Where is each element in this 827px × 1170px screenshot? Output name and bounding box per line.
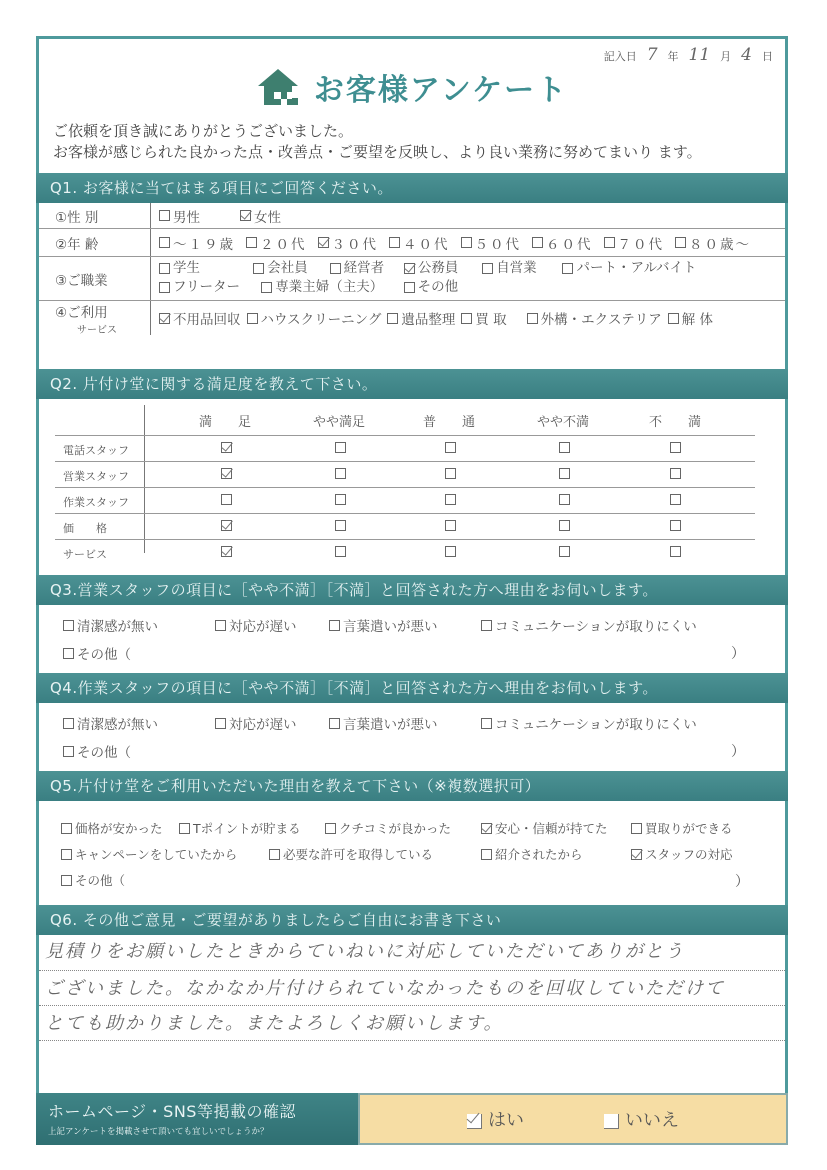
checkbox[interactable] bbox=[481, 718, 492, 729]
q3-option-slow[interactable]: 対応が遅い bbox=[215, 615, 329, 635]
q1-row-age bbox=[39, 229, 785, 257]
checkbox[interactable] bbox=[335, 468, 346, 479]
q5-header: Q5.片付け堂をご利用いただいた理由を教えて下さい（※複数選択可） bbox=[36, 771, 788, 801]
checkbox[interactable] bbox=[559, 546, 570, 557]
option-age-30s[interactable]: ３０代 bbox=[318, 233, 379, 253]
checkbox[interactable] bbox=[445, 468, 456, 479]
checkbox[interactable] bbox=[670, 442, 681, 453]
q1-label: ①性 別 bbox=[39, 203, 151, 228]
checkbox[interactable] bbox=[335, 546, 346, 557]
checkbox[interactable] bbox=[532, 237, 543, 248]
house-logo-icon bbox=[256, 68, 300, 106]
checkbox[interactable] bbox=[215, 718, 226, 729]
q2-row-service bbox=[55, 539, 755, 565]
checkbox[interactable] bbox=[329, 620, 340, 631]
checkbox[interactable] bbox=[159, 237, 170, 248]
date-month[interactable]: 11 bbox=[688, 45, 711, 65]
title-row bbox=[39, 65, 785, 109]
option-male[interactable]: 男性 bbox=[159, 206, 200, 226]
q3-option-rude[interactable]: 言葉遣いが悪い bbox=[329, 615, 481, 635]
checkbox[interactable] bbox=[61, 849, 72, 860]
comment-line-3[interactable]: とても助かりました。またよろしくお願いします。 bbox=[39, 1006, 785, 1041]
q1-header: Q1. お客様に当てはまる項目にご回答ください。 bbox=[36, 173, 788, 203]
comment-line-4[interactable] bbox=[39, 1041, 785, 1091]
checkbox[interactable] bbox=[159, 210, 170, 221]
checkbox[interactable] bbox=[445, 442, 456, 453]
checkbox[interactable] bbox=[61, 823, 72, 834]
consent-label-block bbox=[36, 1093, 358, 1145]
checkbox[interactable] bbox=[527, 313, 538, 324]
year-unit: 年 bbox=[667, 50, 679, 63]
q4-options bbox=[63, 713, 697, 733]
q1-label bbox=[39, 301, 151, 335]
q5-option-staff[interactable]: スタッフの対応 bbox=[631, 845, 733, 863]
q5-option-campaign[interactable]: キャンペーンをしていたから bbox=[61, 845, 269, 863]
q1-panel bbox=[39, 203, 785, 335]
day-unit: 日 bbox=[762, 50, 773, 63]
checkbox-checked[interactable] bbox=[221, 546, 232, 557]
q1-label-text: ④ご利用 bbox=[55, 304, 108, 321]
option-female[interactable]: 女性 bbox=[240, 206, 281, 226]
checkbox[interactable] bbox=[335, 520, 346, 531]
checkbox[interactable] bbox=[670, 546, 681, 557]
q3-option-uncleanliness[interactable]: 清潔感が無い bbox=[63, 615, 215, 635]
col-dissatisfied: 不 満 bbox=[648, 415, 701, 430]
checkbox[interactable] bbox=[179, 823, 190, 834]
checkbox[interactable] bbox=[668, 313, 679, 324]
comment-line-2[interactable]: ございました。なかなか片付けられていなかったものを回収していただけて bbox=[39, 971, 785, 1006]
intro-line-1: ご依頼を頂き誠にありがとうございました。 bbox=[53, 122, 354, 140]
option-freeter[interactable]: フリーター bbox=[159, 279, 257, 296]
q2-row-phone-staff bbox=[55, 435, 755, 461]
col-satisfied: 満 足 bbox=[198, 415, 251, 430]
checkbox[interactable] bbox=[389, 237, 400, 248]
q1-row-occupation bbox=[39, 257, 785, 301]
q2-row-sales-staff bbox=[55, 461, 755, 487]
checkbox[interactable] bbox=[404, 282, 415, 293]
checkbox[interactable] bbox=[387, 313, 398, 324]
paren-close: ） bbox=[731, 646, 745, 662]
checkbox-checked[interactable] bbox=[467, 1114, 482, 1129]
checkbox[interactable] bbox=[559, 468, 570, 479]
option-age-70s[interactable]: ７０代 bbox=[604, 233, 665, 253]
checkbox[interactable] bbox=[604, 237, 615, 248]
option-age-19[interactable]: ～１９歳 bbox=[159, 233, 235, 253]
checkbox[interactable] bbox=[159, 282, 170, 293]
entry-date bbox=[604, 45, 773, 65]
intro-text bbox=[53, 121, 702, 163]
checkbox[interactable] bbox=[481, 849, 492, 860]
checkbox[interactable] bbox=[445, 494, 456, 505]
option-demolition[interactable]: 解 体 bbox=[668, 308, 713, 328]
checkbox[interactable] bbox=[63, 746, 74, 757]
row-label: サービス bbox=[63, 548, 107, 561]
option-employee[interactable]: 会社員 bbox=[253, 260, 325, 277]
q4-option-rude[interactable]: 言葉遣いが悪い bbox=[329, 713, 481, 733]
checkbox[interactable] bbox=[559, 442, 570, 453]
row-label: 作業スタッフ bbox=[63, 496, 129, 509]
month-unit: 月 bbox=[720, 50, 732, 63]
checkbox[interactable] bbox=[445, 520, 456, 531]
option-age-50s[interactable]: ５０代 bbox=[461, 233, 522, 253]
paren-close: ） bbox=[731, 744, 745, 760]
checkbox[interactable] bbox=[559, 520, 570, 531]
q5-other[interactable]: その他（ bbox=[61, 871, 125, 889]
option-age-40s[interactable]: ４０代 bbox=[389, 233, 450, 253]
q1-sublabel: サービス bbox=[77, 324, 117, 336]
q5-row-2 bbox=[61, 845, 733, 863]
checkbox[interactable] bbox=[670, 520, 681, 531]
checkbox[interactable] bbox=[670, 468, 681, 479]
date-label: 記入日 bbox=[603, 50, 637, 63]
q1-row-service bbox=[39, 301, 785, 335]
checkbox[interactable] bbox=[329, 718, 340, 729]
checkbox[interactable] bbox=[325, 823, 336, 834]
option-junk-removal[interactable]: 不用品回収 bbox=[159, 308, 241, 328]
q5-panel bbox=[39, 801, 785, 897]
checkbox[interactable] bbox=[253, 263, 264, 274]
q5-option-buyback[interactable]: 買取りができる bbox=[631, 819, 733, 837]
checkbox-checked[interactable] bbox=[240, 210, 251, 221]
q3-panel bbox=[39, 605, 785, 669]
checkbox[interactable] bbox=[63, 718, 74, 729]
checkbox[interactable] bbox=[482, 263, 493, 274]
survey-sheet bbox=[36, 36, 788, 1142]
checkbox[interactable] bbox=[461, 237, 472, 248]
option-exterior[interactable]: 外構・エクステリア bbox=[527, 308, 662, 328]
checkbox[interactable] bbox=[269, 849, 280, 860]
checkbox[interactable] bbox=[604, 1114, 619, 1129]
q4-panel bbox=[39, 703, 785, 767]
q1-label: ③ご職業 bbox=[39, 257, 151, 300]
checkbox-checked[interactable] bbox=[221, 442, 232, 453]
q3-options bbox=[63, 615, 697, 635]
checkbox[interactable] bbox=[335, 442, 346, 453]
option-age-60s[interactable]: ６０代 bbox=[532, 233, 593, 253]
checkbox[interactable] bbox=[215, 620, 226, 631]
q4-other[interactable]: その他（ bbox=[63, 741, 131, 761]
checkbox-checked[interactable] bbox=[221, 468, 232, 479]
checkbox-checked[interactable] bbox=[481, 823, 492, 834]
option-estate-cleanup[interactable]: 遺品整理 bbox=[387, 308, 455, 328]
checkbox[interactable] bbox=[330, 263, 341, 274]
q1-label: ②年 齢 bbox=[39, 229, 151, 256]
option-purchase[interactable]: 買 取 bbox=[461, 308, 506, 328]
row-label: 価 格 bbox=[63, 522, 107, 535]
checkbox[interactable] bbox=[61, 875, 72, 886]
q6-panel[interactable] bbox=[39, 935, 785, 1091]
q5-option-trust[interactable]: 安心・信頼が持てた bbox=[481, 819, 631, 837]
checkbox-checked[interactable] bbox=[404, 263, 415, 274]
q2-row-work-staff bbox=[55, 487, 755, 513]
comment-line-1[interactable]: 見積りをお願いしたときからていねいに対応していただいてありがとう bbox=[39, 935, 785, 971]
option-self-employed[interactable]: 自営業 bbox=[482, 260, 558, 277]
date-year[interactable]: 7 bbox=[646, 45, 658, 65]
checkbox[interactable] bbox=[559, 494, 570, 505]
page-title: お客様アンケート bbox=[313, 73, 569, 108]
option-civil-servant[interactable]: 公務員 bbox=[404, 260, 478, 277]
checkbox[interactable] bbox=[63, 620, 74, 631]
paren-close: ） bbox=[735, 874, 749, 890]
col-neutral: 普 通 bbox=[422, 415, 475, 430]
checkbox-checked[interactable] bbox=[318, 237, 329, 248]
row-label: 電話スタッフ bbox=[63, 444, 129, 457]
option-age-20s[interactable]: ２０代 bbox=[246, 233, 307, 253]
consent-subtitle: 上記アンケートを掲載させて頂いても宜しいでしょうか？ bbox=[48, 1127, 269, 1137]
checkbox[interactable] bbox=[631, 823, 642, 834]
option-part-time[interactable]: パート・アルバイト bbox=[562, 260, 696, 277]
checkbox[interactable] bbox=[261, 282, 272, 293]
option-executive[interactable]: 経営者 bbox=[330, 260, 400, 277]
checkbox[interactable] bbox=[461, 313, 472, 324]
q4-option-uncleanliness[interactable]: 清潔感が無い bbox=[63, 713, 215, 733]
checkbox[interactable] bbox=[246, 237, 257, 248]
date-day[interactable]: 4 bbox=[741, 45, 752, 65]
q3-option-communication[interactable]: コミュニケーションが取りにくい bbox=[481, 615, 697, 635]
q5-option-cheap[interactable]: 価格が安かった bbox=[61, 819, 179, 837]
q5-option-referral[interactable]: 紹介されたから bbox=[481, 845, 631, 863]
q6-header: Q6. その他ご意見・ご要望がありましたらご自由にお書き下さい bbox=[36, 905, 788, 935]
col-somewhat-satisfied: やや満足 bbox=[312, 415, 365, 430]
consent-title: ホームページ・SNS等掲載の確認 bbox=[48, 1102, 296, 1121]
q2-panel bbox=[39, 399, 785, 565]
intro-line-2: お客様が感じられた良かった点・改善点・ご要望を反映し、より良い業務に努めてまいり ます。 bbox=[53, 143, 702, 161]
q5-option-reviews[interactable]: クチコミが良かった bbox=[325, 819, 481, 837]
q2-row-price bbox=[55, 513, 755, 539]
checkbox-checked[interactable] bbox=[631, 849, 642, 860]
q1-row-gender bbox=[39, 203, 785, 229]
checkbox-checked[interactable] bbox=[221, 520, 232, 531]
checkbox[interactable] bbox=[335, 494, 346, 505]
consent-answer-block bbox=[358, 1093, 788, 1145]
checkbox[interactable] bbox=[221, 494, 232, 505]
q4-option-slow[interactable]: 対応が遅い bbox=[215, 713, 329, 733]
q5-row-1 bbox=[61, 819, 733, 837]
publication-consent bbox=[36, 1093, 788, 1145]
checkbox-checked[interactable] bbox=[159, 313, 170, 324]
q3-other[interactable]: その他（ bbox=[63, 643, 131, 663]
q4-option-communication[interactable]: コミュニケーションが取りにくい bbox=[481, 713, 697, 733]
checkbox[interactable] bbox=[675, 237, 686, 248]
checkbox[interactable] bbox=[670, 494, 681, 505]
checkbox[interactable] bbox=[159, 263, 170, 274]
option-age-80plus[interactable]: ８０歳～ bbox=[675, 233, 751, 253]
checkbox[interactable] bbox=[562, 263, 573, 274]
checkbox[interactable] bbox=[445, 546, 456, 557]
option-student[interactable]: 学生 bbox=[159, 260, 249, 277]
q5-option-tpoint[interactable]: Tポイントが貯まる bbox=[179, 819, 325, 837]
q5-option-license[interactable]: 必要な許可を取得している bbox=[269, 845, 481, 863]
option-other[interactable]: その他 bbox=[404, 279, 459, 296]
q3-header: Q3.営業スタッフの項目に［やや不満］［不満］と回答された方へ理由をお伺いします。 bbox=[36, 575, 788, 605]
checkbox[interactable] bbox=[63, 648, 74, 659]
q2-header: Q2. 片付け堂に関する満足度を教えて下さい。 bbox=[36, 369, 788, 399]
checkbox[interactable] bbox=[481, 620, 492, 631]
consent-yes[interactable]: はい bbox=[467, 1106, 524, 1132]
col-somewhat-dissatisfied: やや不満 bbox=[536, 415, 589, 430]
checkbox[interactable] bbox=[247, 313, 258, 324]
option-house-cleaning[interactable]: ハウスクリーニング bbox=[247, 308, 382, 328]
option-homemaker[interactable]: 専業主婦（主夫） bbox=[261, 279, 399, 296]
consent-no[interactable]: いいえ bbox=[604, 1106, 679, 1132]
row-label: 営業スタッフ bbox=[63, 470, 129, 483]
q4-header: Q4.作業スタッフの項目に［やや不満］［不満］と回答された方へ理由をお伺いします。 bbox=[36, 673, 788, 703]
